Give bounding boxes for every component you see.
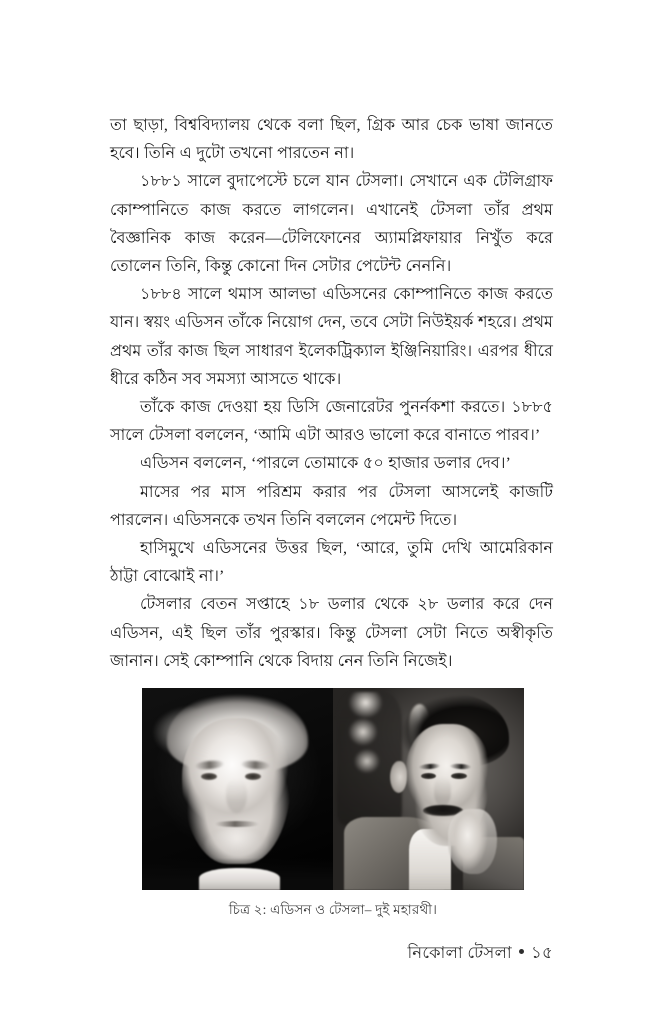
paragraph: টেসলার বেতন সপ্তাহে ১৮ ডলার থেকে ২৮ ডলার করে দেন এডিসন, এই ছিল তাঁর পুরস্কার। কিন্তু টেসলা সেটা নিতে অস্বীকৃতি জানান। সেই কোম্পানি থেকে বিদায় নেন তিনি নিজেই। xyxy=(110,596,553,670)
tesla-portrait-photo xyxy=(333,688,524,890)
edison-portrait-photo xyxy=(142,688,333,890)
footer-book-title: নিকোলা টেসলা xyxy=(407,943,512,962)
collar xyxy=(199,868,279,890)
photo-pair xyxy=(142,688,524,890)
paragraph: ১৮৮১ সালে বুদাপেস্টে চলে যান টেসলা। সেখানে এক টেলিগ্রাফ কোম্পানিতে কাজ করতে লাগলেন। এখানেই টেসলা তাঁর প্রথম বৈজ্ঞানিক কাজ করেন—টেলিফোনের অ্যামপ্লিফায়ার নিখুঁত করে তোলেন তিনি, কিন্তু কোনো দিন সেটার পেটেন্ট নেননি। xyxy=(110,173,553,276)
footer-separator-dot xyxy=(519,949,524,954)
footer-inner xyxy=(407,940,553,967)
hand-on-chin xyxy=(448,809,498,874)
page-number: ১৫ xyxy=(530,943,553,962)
paragraph: হাসিমুখে এডিসনের উত্তর ছিল, ‘আরে, তুমি দেখি আমেরিকান ঠাট্টা বোঝোই না।’ xyxy=(110,540,553,586)
paragraph: এডিসন বললেন, ‘পারলে তোমাকে ৫০ হাজার ডলার দেব।’ xyxy=(140,455,511,473)
paragraph: ১৮৮৪ সালে থমাস আলভা এডিসনের কোম্পানিতে কাজ করতে যান। স্বয়ং এডিসন তাঁকে নিয়োগ দেন, তবে সেটা নিউইয়র্ক শহরে। প্রথম প্রথম তাঁর কাজ ছিল সাধারণ ইলেকট্রিক্যাল ইঞ্জিনিয়ারিং। এরপর ধীরে ধীরে কঠিন সব সমস্যা আসতে থাকে। xyxy=(110,286,553,388)
eye-right xyxy=(451,773,466,779)
body-text-column xyxy=(110,112,553,676)
mouth xyxy=(215,821,259,826)
page-footer xyxy=(110,940,553,967)
eye-right xyxy=(245,773,261,780)
eye-left xyxy=(201,773,217,780)
paragraph: তা ছাড়া, বিশ্ববিদ্যালয় থেকে বলা ছিল, গ্রিক আর চেক ভাষা জানতে হবে। তিনি এ দুটো তখনো পারতেন না। xyxy=(110,117,553,163)
paragraph: তাঁকে কাজ দেওয়া হয় ডিসি জেনারেটর পুনর্নকশা করতে। ১৮৮৫ সালে টেসলা বললেন, ‘আমি এটা আরও ভালো করে বানাতে পারব।’ xyxy=(110,399,553,445)
ornate-chair xyxy=(337,692,402,825)
figure-caption: চিত্র ২: এডিসন ও টেসলা– দুই মহারথী। xyxy=(228,902,438,917)
figure-block xyxy=(142,688,524,919)
paragraph: মাসের পর মাস পরিশ্রম করার পর টেসলা আসলেই কাজটি পারলেন। এডিসনকে তখন তিনি বললেন পেমেন্ট দিতে। xyxy=(110,483,553,529)
